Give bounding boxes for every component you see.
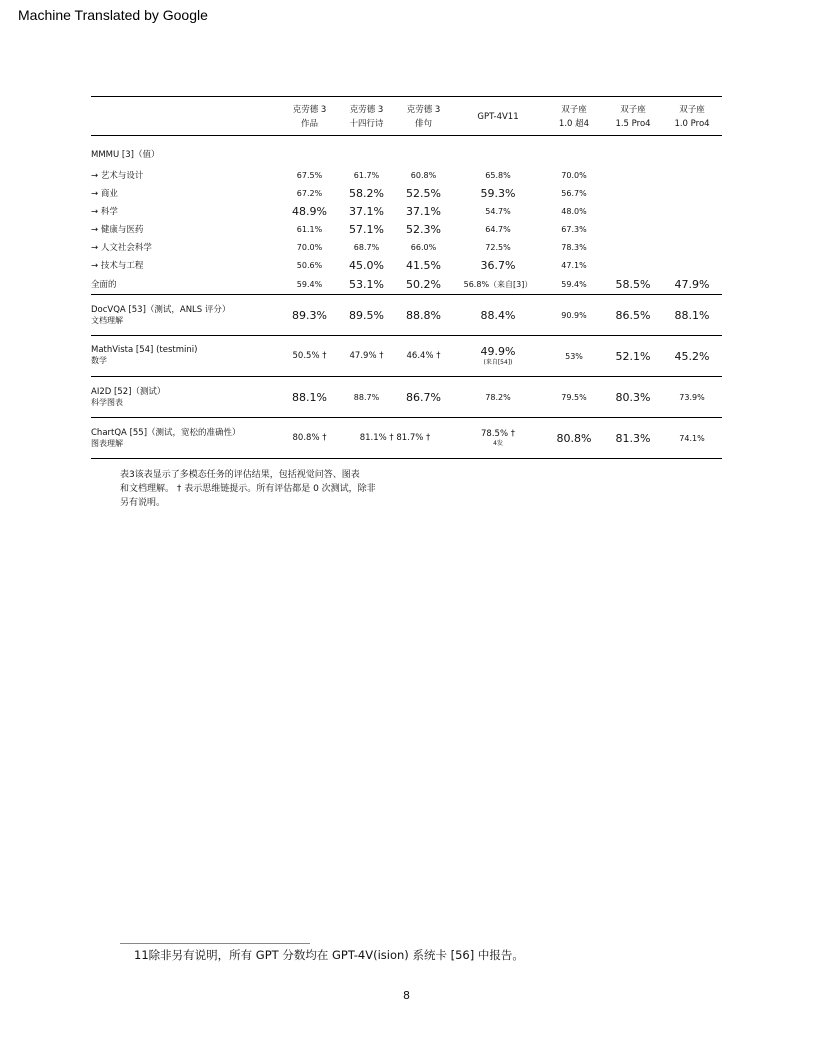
table-cell: 80.3% [604, 377, 662, 418]
table-cell: 86.7% [395, 377, 452, 418]
table-cell: 37.1% [406, 204, 441, 218]
header-claude3-haiku: 克劳德 3 俳句 [406, 105, 441, 129]
mmmu-title: MMMU [3]（值） [91, 150, 160, 160]
table-cell: 65.8% [485, 170, 511, 180]
table-cell: 88.7% [338, 377, 395, 418]
table-cell: 50.6% [296, 260, 323, 270]
table-cell: 59.4% [544, 274, 604, 295]
table-caption [120, 468, 400, 510]
machine-translation-banner: Machine Translated by Google [18, 7, 208, 23]
table-cell: 74.1% [662, 418, 722, 459]
table-cell: 52.5% [406, 186, 441, 200]
table-cell: 41.5% [406, 258, 441, 272]
table-cell: 89.5% [338, 295, 395, 336]
row-label: 全面的 [91, 274, 281, 295]
table-cell: 70.0% [296, 242, 323, 252]
table-cell [662, 202, 722, 220]
table-cell: 56.7% [561, 188, 587, 198]
table-cell: 78.3% [561, 242, 587, 252]
table-row-mathvista [91, 336, 722, 377]
table-row-overall [91, 274, 722, 295]
row-label: → 人文社会科学 [91, 243, 152, 253]
table-cell: 81.1% † 81.7% † [338, 418, 452, 459]
footnote-divider [120, 943, 310, 944]
table-cell: 80.8% [544, 418, 604, 459]
table-cell: 47.9% † [338, 336, 395, 377]
row-label: AI2D [52]（测试） 科学图表 [91, 377, 281, 418]
results-table [91, 96, 722, 459]
table-cell: 67.5% [296, 170, 323, 180]
table-cell: 59.3% [480, 186, 516, 200]
table-cell: 72.5% [485, 242, 511, 252]
multimodal-results-table [91, 96, 722, 459]
table-cell: 47.9% [662, 274, 722, 295]
table-cell: 80.8% † [281, 418, 338, 459]
table-cell: 49.9% (来自[54]) [452, 336, 544, 377]
header-gemini-10-pro: 双子座 1.0 Pro4 [674, 105, 710, 129]
table-cell: 46.4% † [395, 336, 452, 377]
table-cell: 36.7% [480, 258, 516, 272]
row-label: → 技术与工程 [91, 261, 144, 271]
page-number: 8 [403, 989, 410, 1002]
table-cell: 50.5% † [281, 336, 338, 377]
caption-line: 表3该表显示了多模态任务的评估结果，包括视觉问答、图表 [120, 470, 360, 480]
table-row-ai2d [91, 377, 722, 418]
header-claude3-opus: 克劳德 3 作品 [292, 105, 327, 129]
table-cell: 56.8%（来自[3]） [452, 274, 544, 295]
table-cell: 52.1% [604, 336, 662, 377]
table-cell: 70.0% [561, 170, 587, 180]
table-cell: 88.1% [281, 377, 338, 418]
table-cell: 53% [544, 336, 604, 377]
table-cell [662, 220, 722, 238]
header-gpt4v: GPT-4V11 [477, 112, 519, 122]
table-cell: 48.0% [561, 206, 587, 216]
table-cell [604, 184, 662, 202]
table-cell: 68.7% [353, 242, 380, 252]
table-row-chartqa [91, 418, 722, 459]
table-row [91, 184, 722, 202]
table-cell: 45.2% [662, 336, 722, 377]
table-cell: 81.3% [604, 418, 662, 459]
table-cell: 67.3% [561, 224, 587, 234]
table-cell: 50.2% [395, 274, 452, 295]
table-row [91, 238, 722, 256]
table-cell [662, 184, 722, 202]
table-cell: 58.2% [349, 186, 384, 200]
table-cell: 60.8% [410, 170, 437, 180]
table-cell: 90.9% [544, 295, 604, 336]
table-cell: 78.2% [452, 377, 544, 418]
row-label: MathVista [54] (testmini) 数学 [91, 336, 281, 377]
table-cell: 61.7% [353, 170, 380, 180]
table-cell [662, 166, 722, 184]
table-cell: 89.3% [281, 295, 338, 336]
table-cell: 88.8% [395, 295, 452, 336]
table-cell: 59.4% [281, 274, 338, 295]
table-cell [604, 256, 662, 274]
table-cell: 52.3% [406, 222, 441, 236]
table-cell: 79.5% [544, 377, 604, 418]
table-cell [662, 256, 722, 274]
table-cell: 88.4% [452, 295, 544, 336]
row-label: → 商业 [91, 189, 118, 199]
row-label: → 健康与医药 [91, 225, 144, 235]
table-cell: 58.5% [604, 274, 662, 295]
table-cell: 48.9% [292, 204, 327, 218]
footnote: 11除非另有说明，所有 GPT 分数均在 GPT-4V(ision) 系统卡 [56] 中报告。 [134, 948, 524, 962]
row-label: → 艺术与设计 [91, 171, 144, 181]
header-cell [91, 97, 281, 136]
table-cell: 45.0% [349, 258, 384, 272]
table-cell: 73.9% [662, 377, 722, 418]
table-cell: 67.2% [296, 188, 323, 198]
table-cell: 54.7% [485, 206, 511, 216]
table-cell: 37.1% [349, 204, 384, 218]
table-cell: 47.1% [561, 260, 587, 270]
table-cell: 66.0% [410, 242, 437, 252]
table-header-row [91, 97, 722, 136]
row-label: → 科学 [91, 207, 118, 217]
table-row [91, 220, 722, 238]
table-row [91, 166, 722, 184]
header-gemini-ultra: 双子座 1.0 超4 [558, 105, 590, 129]
table-cell: 53.1% [338, 274, 395, 295]
table-cell [604, 166, 662, 184]
header-claude3-sonnet: 克劳德 3 十四行诗 [349, 105, 384, 129]
mmmu-title-row [91, 136, 722, 167]
table-row [91, 256, 722, 274]
table-cell [604, 238, 662, 256]
caption-line: 和文档理解。 † 表示思维链提示。所有评估都是 0 次测试，除非 [120, 484, 376, 494]
row-label: ChartQA [55]（测试，宽松的准确性） 图表理解 [91, 418, 281, 459]
table-cell: 64.7% [485, 224, 511, 234]
table-cell: 57.1% [349, 222, 384, 236]
table-row-docvqa [91, 295, 722, 336]
table-row [91, 202, 722, 220]
table-cell: 86.5% [604, 295, 662, 336]
table-cell: 88.1% [662, 295, 722, 336]
header-gemini-15-pro: 双子座 1.5 Pro4 [615, 105, 651, 129]
table-cell [604, 202, 662, 220]
table-cell: 78.5% † 4发 [452, 418, 544, 459]
caption-line: 另有说明。 [120, 498, 166, 508]
table-cell: 61.1% [296, 224, 323, 234]
row-label: DocVQA [53]（测试，ANLS 评分） 文档理解 [91, 295, 281, 336]
table-cell [662, 238, 722, 256]
table-cell [604, 220, 662, 238]
